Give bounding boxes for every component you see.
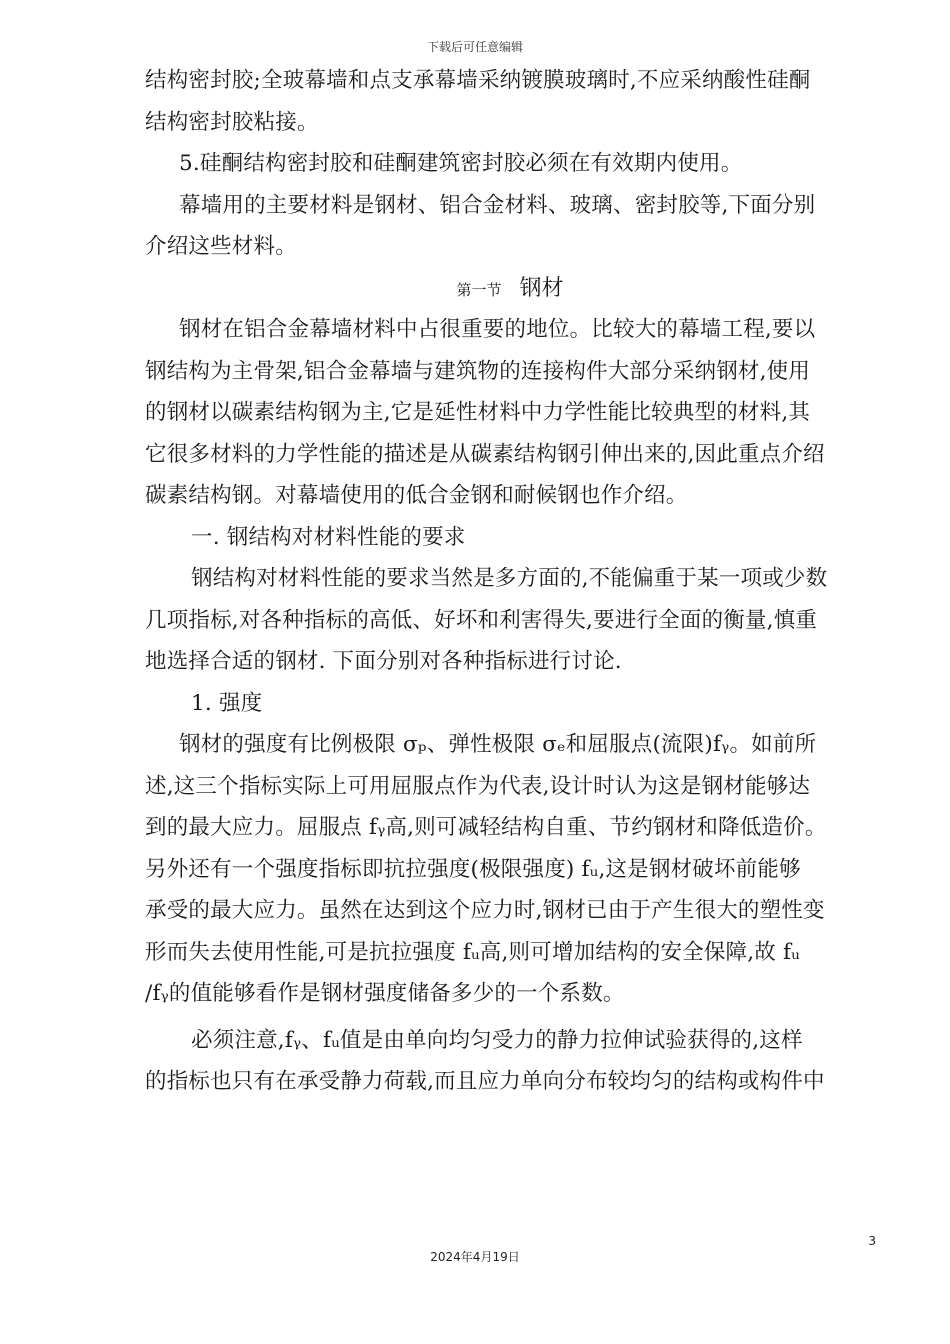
- text-line: 承受的最大应力。虽然在达到这个应力时,钢材已由于产生很大的塑性变: [145, 898, 825, 923]
- text-line: 碳素结构钢。对幕墙使用的低合金钢和耐候钢也作介绍。: [145, 483, 688, 508]
- page-header: 下载后可任意编辑: [426, 40, 523, 54]
- section-heading: 钢材: [519, 275, 564, 301]
- text-line: 一. 钢结构对材料性能的要求: [191, 524, 466, 550]
- text-line: 几项指标,对各种指标的高低、好坏和利害得失,要进行全面的衡量,慎重: [145, 607, 818, 633]
- text-line: 1. 强度: [191, 690, 263, 716]
- text-line: 钢结构对材料性能的要求当然是多方面的,不能偏重于某一项或少数: [191, 566, 828, 591]
- text-line: 介绍这些材料。: [145, 234, 297, 259]
- text-line: 钢材的强度有比例极限 σₚ、弹性极限 σₑ和屈服点(流限)fᵧ。如前所: [179, 732, 817, 757]
- text-line: 它很多材料的力学性能的描述是从碳素结构钢引伸出来的,因此重点介绍: [145, 441, 825, 467]
- section-number: 第一节: [456, 280, 502, 299]
- text-line: 到的最大应力。屈服点 fᵧ高,则可减轻结构自重、节约钢材和降低造价。: [145, 815, 827, 840]
- text-line: 另外还有一个强度指标即抗拉强度(极限强度) fᵤ,这是钢材破坏前能够: [145, 856, 801, 882]
- section-title: [145, 268, 875, 310]
- text-line: 地选择合适的钢材. 下面分别对各种指标进行讨论.: [145, 649, 622, 674]
- page-number: 3: [868, 1234, 876, 1248]
- text-line: 结构密封胶;全玻幕墙和点支承幕墙采纳镀膜玻璃时,不应采纳酸性硅酮: [145, 68, 811, 93]
- text-line: 形而失去使用性能,可是抗拉强度 fᵤ高,则可增加结构的安全保障,故 fᵤ: [145, 939, 800, 965]
- text-line: 的钢材以碳素结构钢为主,它是延性材料中力学性能比较典型的材料,其: [145, 400, 811, 425]
- document-body: [145, 60, 875, 1103]
- text-line: 幕墙用的主要材料是钢材、铝合金材料、玻璃、密封胶等,下面分别: [179, 192, 816, 218]
- text-line: 必须注意,fᵧ、fᵤ值是由单向均匀受力的静力拉伸试验获得的,这样: [191, 1027, 803, 1053]
- text-line: 5.硅酮结构密封胶和硅酮建筑密封胶必须在有效期内使用。: [179, 151, 743, 176]
- text-line: 述,这三个指标实际上可用屈服点作为代表,设计时认为这是钢材能够达: [145, 773, 811, 799]
- text-line: 钢材在铝合金幕墙材料中占很重要的地位。比较大的幕墙工程,要以: [179, 317, 816, 342]
- text-line: 的指标也只有在承受静力荷载,而且应力单向分布较均匀的结构或构件中: [145, 1069, 825, 1094]
- text-line: /fᵧ的值能够看作是钢材强度储备多少的一个系数。: [145, 981, 625, 1006]
- text-line: 结构密封胶粘接。: [145, 109, 319, 135]
- footer-date: 2024年4月19日: [430, 1250, 520, 1264]
- text-line: 钢结构为主骨架,铝合金幕墙与建筑物的连接构件大部分采纳钢材,使用: [145, 358, 811, 384]
